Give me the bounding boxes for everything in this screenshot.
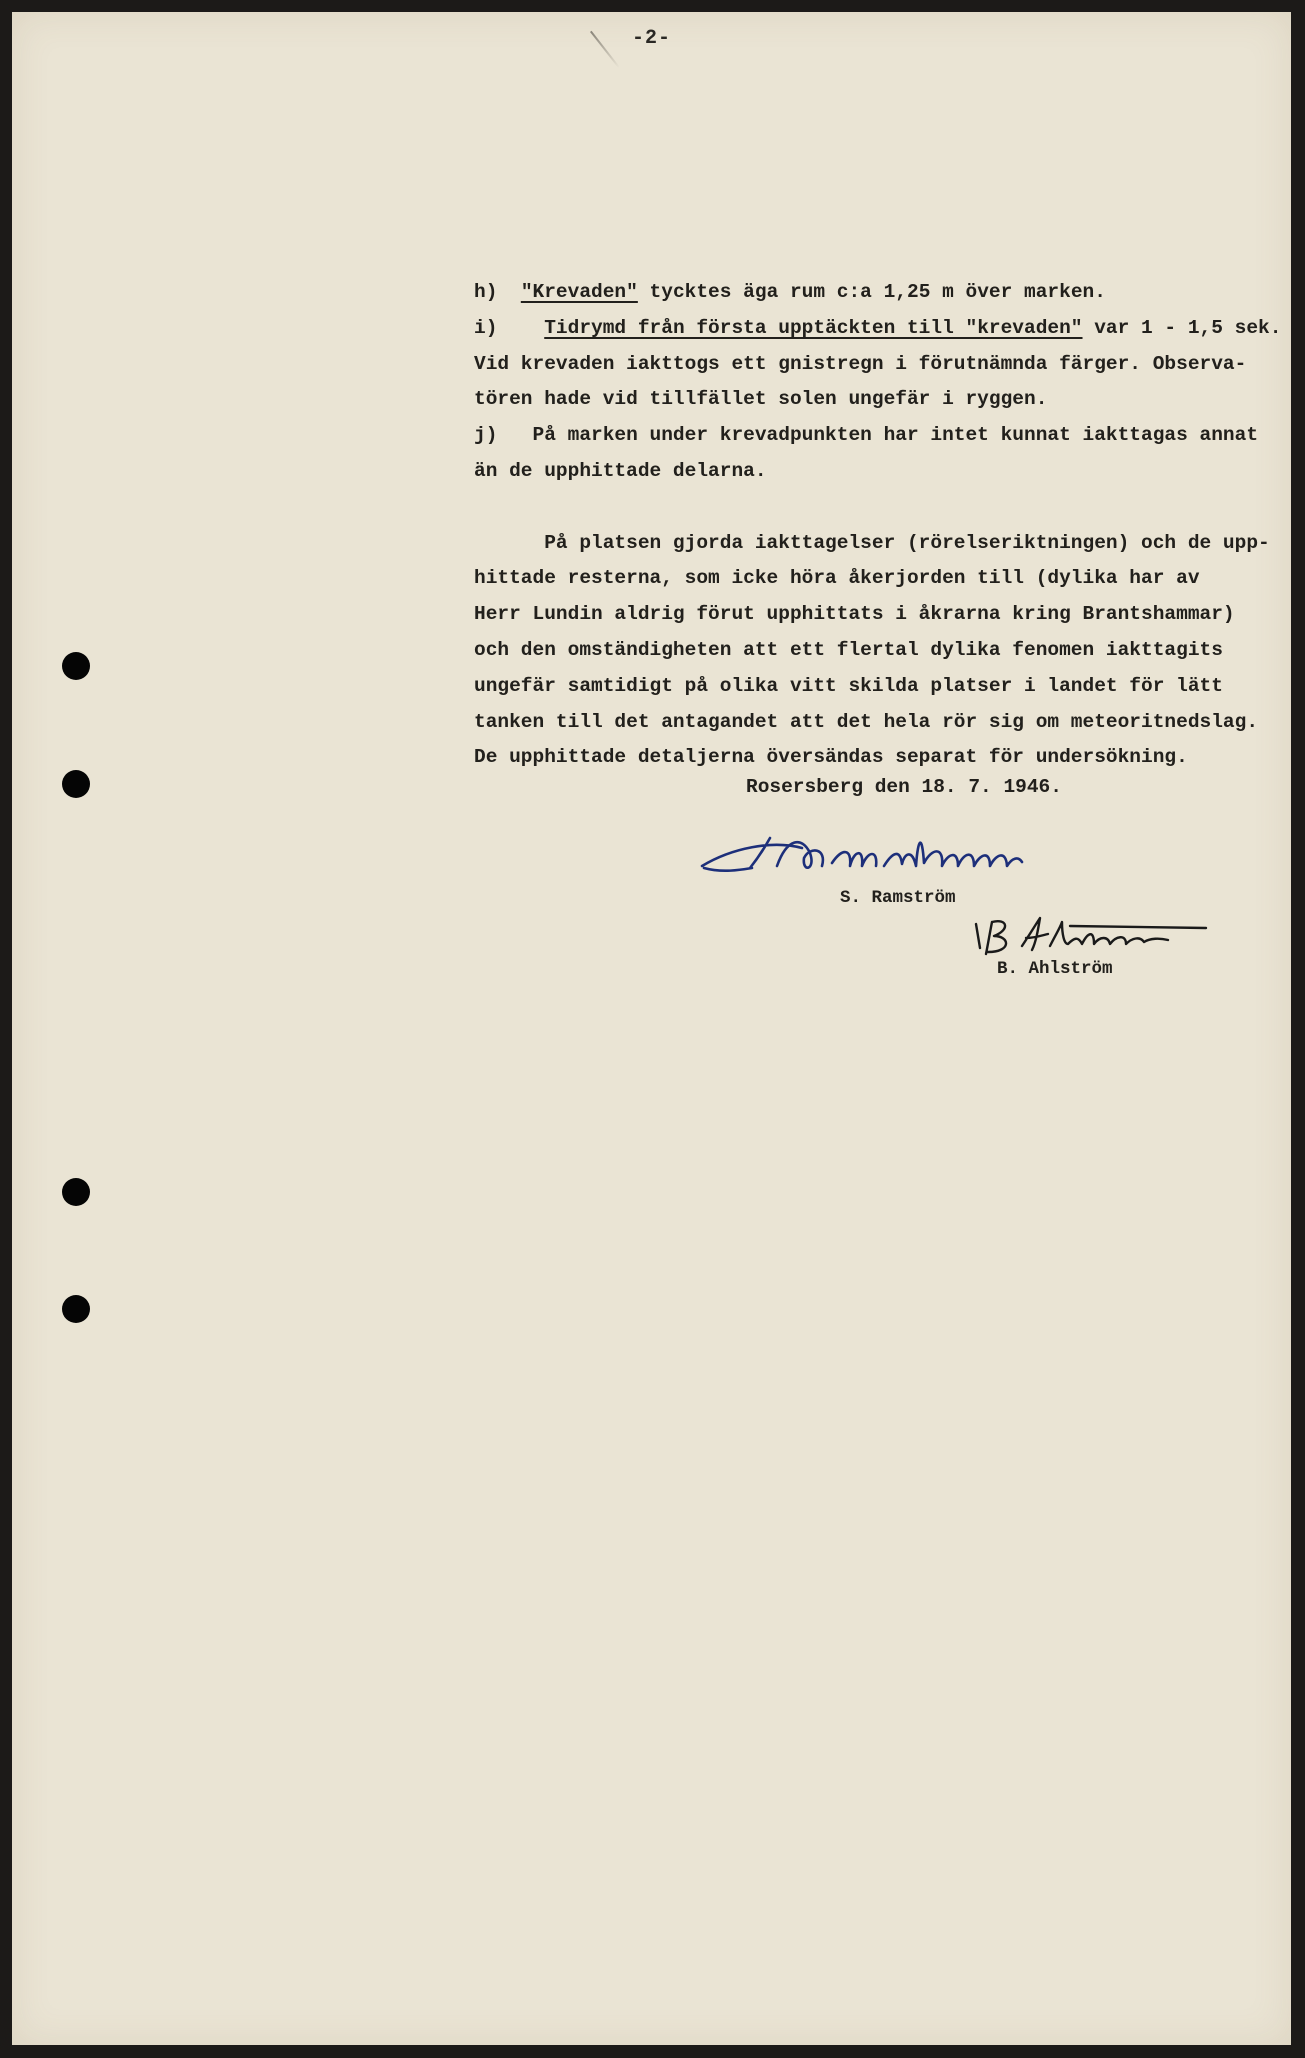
paragraph-gap <box>474 490 1284 526</box>
text-run: j) På marken under krevadpunkten har intet kunnat iakttagas annat <box>474 424 1259 447</box>
signatory-name-ramstrom: S. Ramström <box>840 888 956 908</box>
text-line <box>474 740 1284 776</box>
text-line <box>474 275 1284 311</box>
text-line <box>474 597 1284 633</box>
text-run: tanken till det antagandet att det hela rör sig om meteoritnedslag. <box>474 710 1259 733</box>
place-and-date: Rosersberg den 18. 7. 1946. <box>746 776 1062 798</box>
text-run: De upphittade detaljerna översändas separat för undersökning. <box>474 746 1188 769</box>
text-line <box>474 454 1284 490</box>
text-line <box>474 633 1284 669</box>
underlined-text: "Krevaden" <box>520 281 638 303</box>
underlined-text: Tidrymd från första upptäckten till "krevaden" <box>544 316 1083 339</box>
punch-hole <box>62 770 90 798</box>
text-run: Herr Lundin aldrig förut upphittats i åkrarna kring Brantshammar) <box>474 603 1235 626</box>
text-run: tören hade vid tillfället solen ungefär i ryggen. <box>474 388 1048 411</box>
paper-crease <box>590 31 620 68</box>
text-run: På platsen gjorda iakttagelser (rörelseriktningen) och de upp- <box>474 531 1270 554</box>
punch-hole <box>62 1295 90 1323</box>
punch-hole <box>62 1178 90 1206</box>
text-run: Vid krevaden iakttogs ett gnistregn i förutnämnda färger. Observa- <box>474 352 1247 375</box>
text-line <box>474 311 1284 347</box>
signatory-name-ahlstrom: B. Ahlström <box>997 959 1113 979</box>
signature-b-ahlstrom <box>970 914 1230 962</box>
text-run: tycktes äga rum c:a 1,25 m över marken. <box>637 281 1106 303</box>
report-body <box>474 275 1284 776</box>
text-line <box>474 526 1284 562</box>
signature-s-ramstrom <box>692 818 1152 898</box>
punch-hole <box>62 652 90 680</box>
text-line <box>474 669 1284 705</box>
document-page <box>12 12 1291 2045</box>
text-run: h) <box>474 281 521 303</box>
text-line <box>474 347 1284 383</box>
text-run: i) <box>474 316 545 339</box>
text-line <box>474 705 1284 741</box>
text-line <box>474 418 1284 454</box>
text-run: var 1 - 1,5 sek. <box>1082 316 1282 339</box>
text-run: hittade resterna, som icke höra åkerjorden till (dylika har av <box>474 567 1200 590</box>
text-run: ungefär samtidigt på olika vitt skilda platser i landet för lätt <box>474 674 1223 697</box>
text-run: och den omständigheten att ett flertal dylika fenomen iakttagits <box>474 638 1223 661</box>
text-line <box>474 561 1284 597</box>
text-line <box>474 382 1284 418</box>
page-number: -2- <box>632 27 672 50</box>
text-run: än de upphittade delarna. <box>474 459 767 482</box>
